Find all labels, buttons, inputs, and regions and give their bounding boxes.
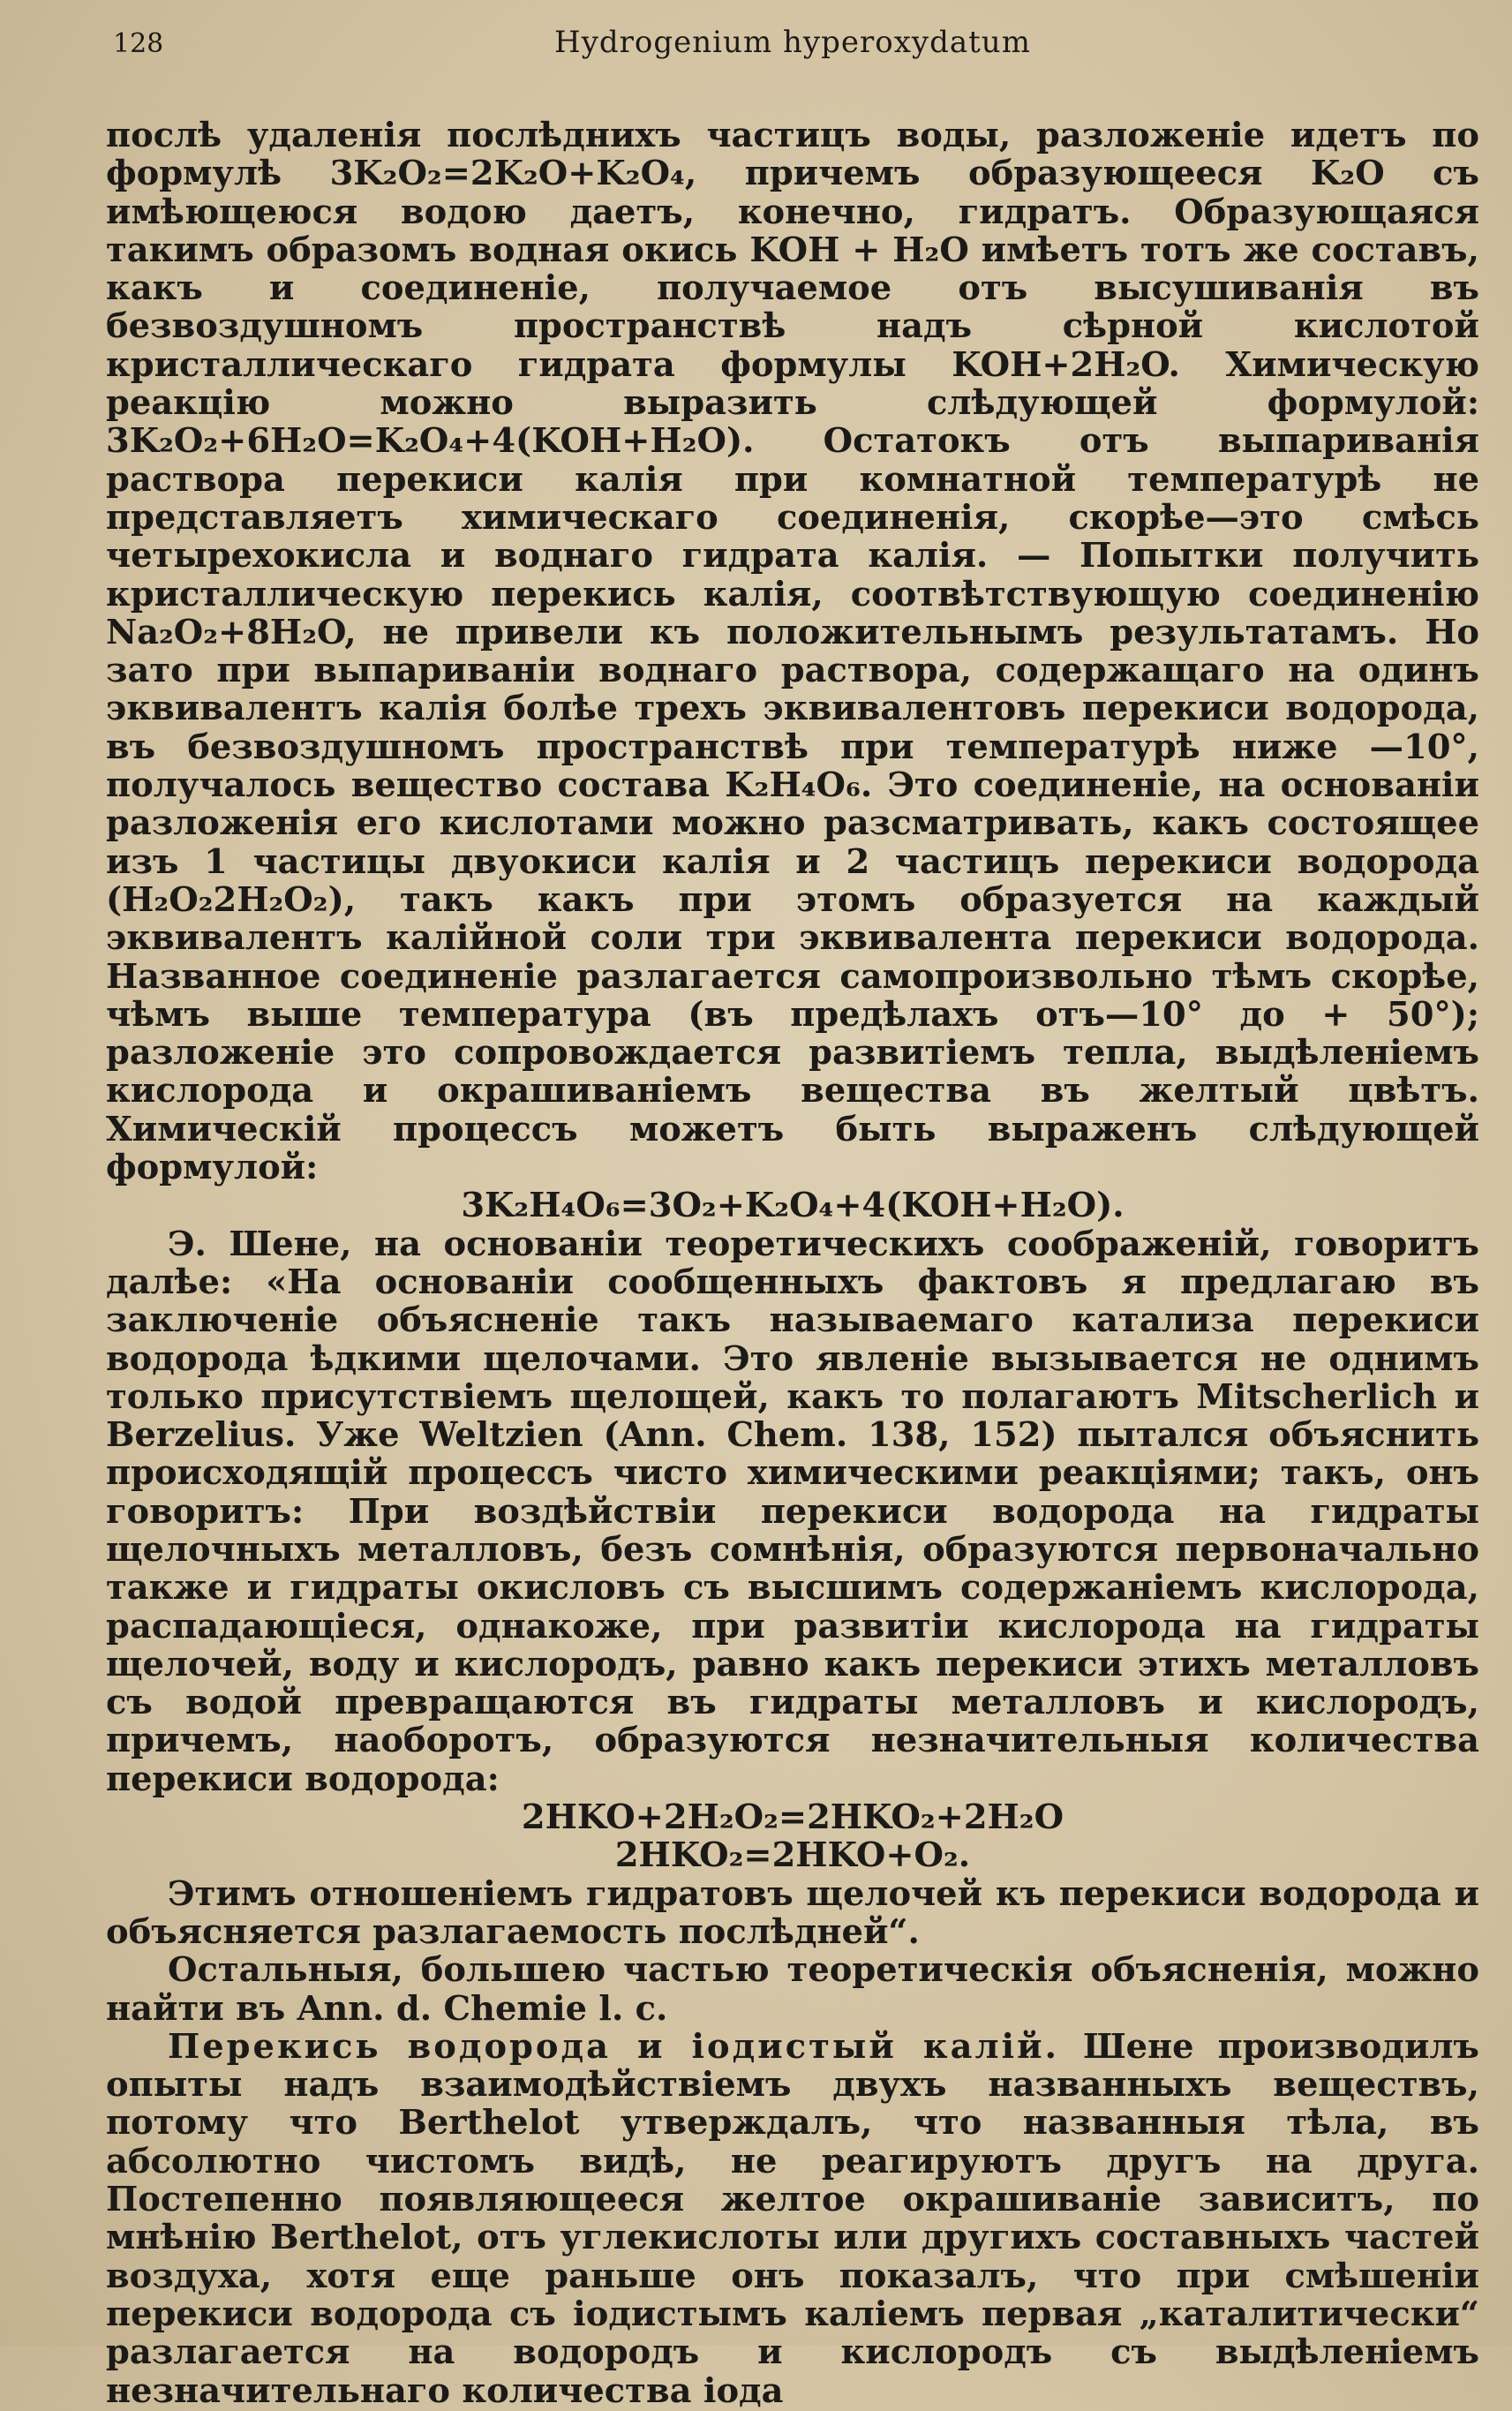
- running-head: [106, 16, 1479, 69]
- formula-decomposition: 3K₂H₄O₆=3O₂+K₂O₄+4(KOH+H₂O).: [461, 1186, 1125, 1226]
- paragraph-3: Этимъ отношеніемъ гидратовъ щелочей къ перекиси водорода и объясняется разлагаемость послѣдней“.: [106, 1873, 1479, 1952]
- section-lead-heading: Перекись водорода и іодистый калій.: [168, 2026, 1059, 2067]
- paragraph-1: послѣ удаленія послѣднихъ частицъ воды, разложеніе идетъ по формулѣ 3K₂O₂=2K₂O+K₂O₄, причемъ образующееся K₂O съ имѣющеюся водою даетъ, конечно, гидратъ. Образующаяся такимъ образомъ водная окись KOH + H₂O имѣетъ тотъ же составъ, какъ и соединеніе, получаемое отъ высушиванія въ безвоздушномъ пространствѣ надъ сѣрной кислотой кристаллическаго гидрата формулы KOH+2H₂O. Химическую реакцію можно выразить слѣдующей формулой: 3K₂O₂+6H₂O=K₂O₄+4(KOH+H₂O). Остатокъ отъ выпариванія раствора перекиси калія при комнатной температурѣ не представляетъ химическаго соединенія, скорѣе—это смѣсь четырехокисла и воднаго гидрата калія. — Попытки получить кристаллическую перекись калія, соотвѣтствующую соединенію Na₂O₂+8H₂O, не привели къ положительнымъ результатамъ. Но зато при выпариваніи воднаго раствора, содержащаго на одинъ эквивалентъ калія болѣе трехъ эквивалентовъ перекиси водорода, въ безвоздушномъ пространствѣ при температурѣ ниже —10°, получалось вещество состава K₂H₄O₆. Это соединеніе, на основаніи разложенія его кислотами можно разсматривать, какъ состоящее изъ 1 частицы двуокиси калія и 2 частицъ перекиси водорода (H₂O₂2H₂O₂), такъ какъ при этомъ образуется на каждый эквивалентъ калійной соли три эквивалента перекиси водорода. Названное соединеніе разлагается самопроизвольно тѣмъ скорѣе, чѣмъ выше температура (въ предѣлахъ отъ—10° до + 50°); разложеніе это сопровождается развитіемъ тепла, выдѣленіемъ кислорода и окрашиваніемъ вещества въ желтый цвѣтъ. Химическій процессъ можетъ быть выраженъ слѣдующей формулой:: [106, 116, 1479, 1188]
- page-number: 128: [113, 28, 164, 59]
- formula-catalysis-2: 2HKO₂=2HKO+O₂.: [614, 1835, 971, 1876]
- paragraph-5: [106, 2028, 1479, 2410]
- paragraph-4: Остальныя, большею частью теоретическія объясненія, можно найти въ Ann. d. Chemie l. c.: [106, 1950, 1479, 2029]
- running-title: Hydrogenium hyperoxydatum: [554, 25, 1031, 60]
- paragraph-2: Э. Шене, на основаніи теоретическихъ соображеній, говоритъ далѣе: «На основаніи сообщенныхъ фактовъ я предлагаю въ заключеніе объясненіе такъ называемаго катализа перекиси водорода ѣдкими щелочами. Это явленіе вызывается не однимъ только присутствіемъ щелощей, какъ то полагаютъ Mitscherlich и Berzelius. Уже Weltzien (Ann. Chem. 138, 152) пытался объяснить происходящій процессъ чисто химическими реакціями; такъ, онъ говоритъ: При воздѣйствіи перекиси водорода на гидраты щелочныхъ металловъ, безъ сомнѣнія, образуются первоначально также и гидраты окисловъ съ высшимъ содержаніемъ кислорода, распадающіеся, однакоже, при развитіи кислорода на гидраты щелочей, воду и кислородъ, равно какъ перекиси этихъ металловъ съ водой превращаются въ гидраты металловъ и кислородъ, причемъ, наоборотъ, образуются незначительныя количества перекиси водорода:: [106, 1224, 1479, 1799]
- paragraph-5-text: Шене производилъ опыты надъ взаимодѣйствіемъ двухъ названныхъ веществъ, потому что Berthelot утверждалъ, что названныя тѣла, въ абсолютно чистомъ видѣ, не реагируютъ другъ на друга. Постепенно появляющееся желтое окрашиваніе зависитъ, по мнѣнію Berthelot, отъ углекислоты или другихъ составныхъ частей воздуха, хотя еще раньше онъ показалъ, что при смѣшеніи перекиси водорода съ іодистымъ каліемъ первая „каталитически“ разлагается на водородъ и кислородъ съ выдѣленіемъ незначительнаго количества іода: [106, 2026, 1479, 2411]
- formula-catalysis-1: 2HKO+2H₂O₂=2HKO₂+2H₂O: [521, 1797, 1064, 1838]
- page-body: [106, 117, 1479, 2410]
- book-page: [106, 16, 1479, 2410]
